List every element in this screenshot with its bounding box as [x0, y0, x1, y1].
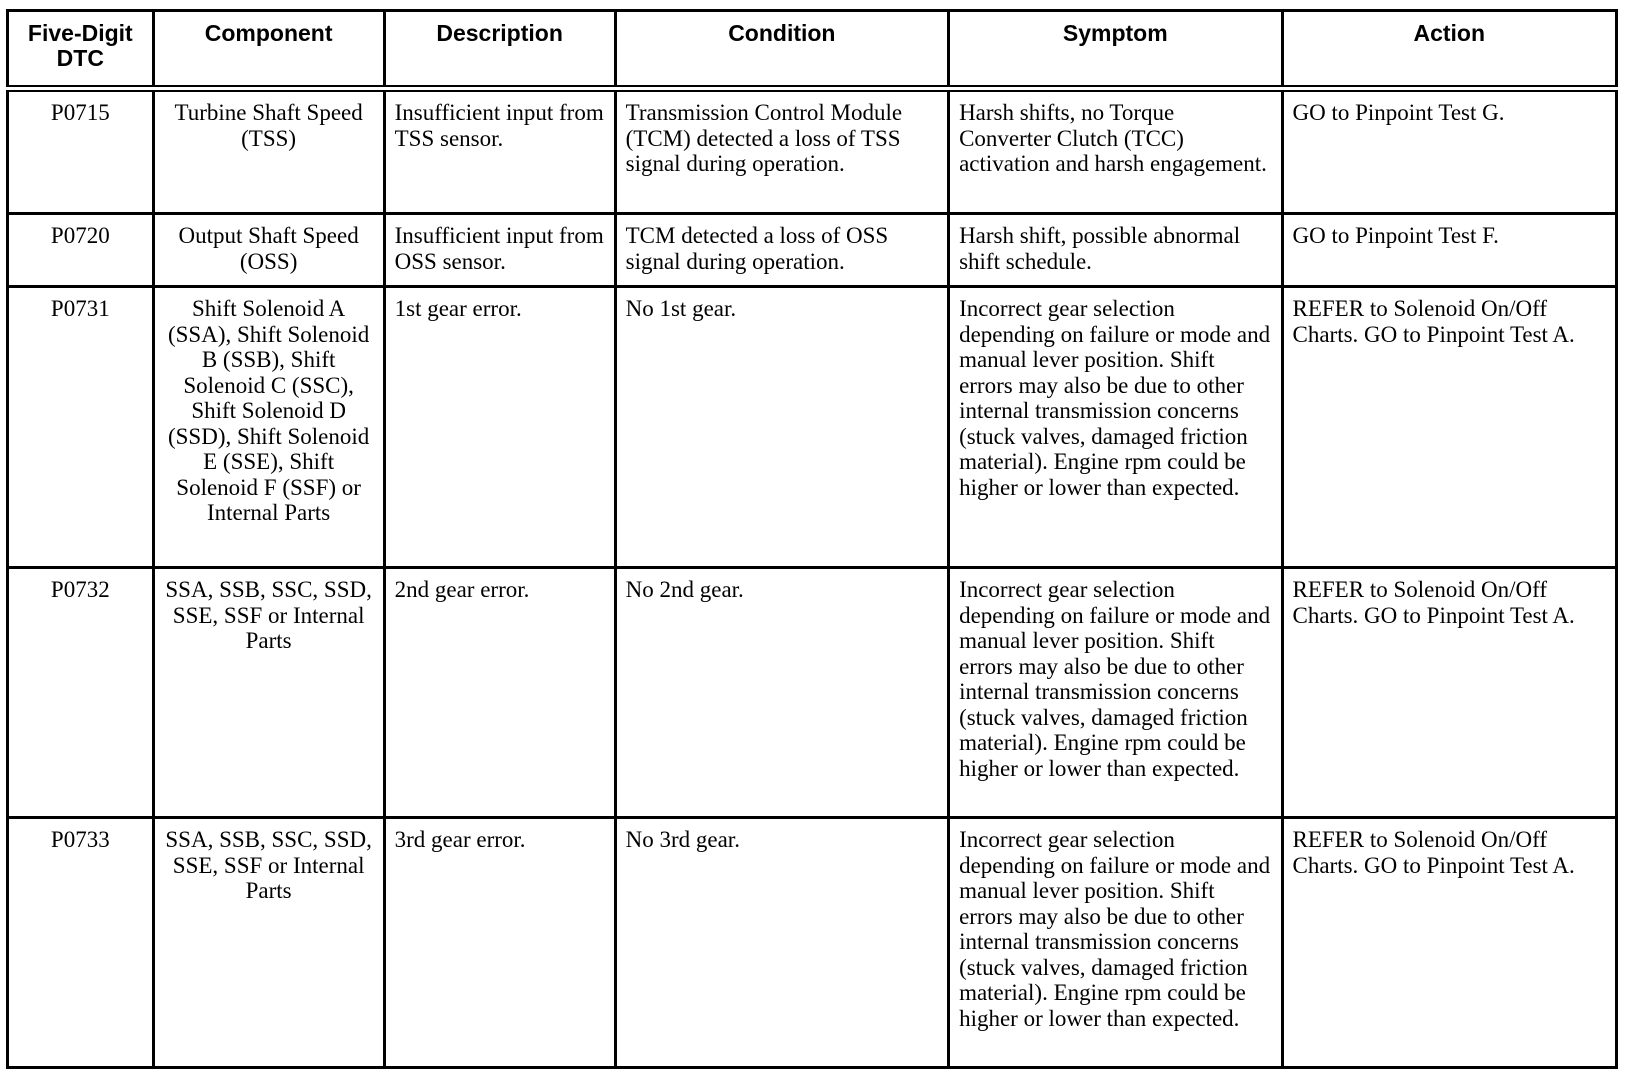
action-cell: REFER to Solenoid On/Off Charts. GO to Pinpoint Test A. — [1282, 818, 1617, 1068]
header-row — [8, 11, 1617, 89]
dtc-cell: P0720 — [8, 214, 154, 287]
header-description: Description — [384, 11, 615, 89]
component-cell: SSA, SSB, SSC, SSD, SSE, SSF or Internal Parts — [153, 568, 384, 818]
symptom-cell: Harsh shifts, no Torque Converter Clutch (TCC) activation and harsh engagement. — [949, 89, 1282, 214]
table-body — [8, 89, 1617, 1068]
symptom-cell: Incorrect gear selection depending on failure or mode and manual lever position. Shift errors may also be due to other internal transmission concerns (stuck valves, damaged friction material). Engine rpm could be higher or lower than expected. — [949, 818, 1282, 1068]
description-cell: 1st gear error. — [384, 287, 615, 568]
table-row — [8, 568, 1617, 818]
table-row — [8, 818, 1617, 1068]
condition-cell: No 1st gear. — [615, 287, 948, 568]
condition-cell: No 2nd gear. — [615, 568, 948, 818]
condition-cell: Transmission Control Module (TCM) detected a loss of TSS signal during operation. — [615, 89, 948, 214]
symptom-cell: Harsh shift, possible abnormal shift schedule. — [949, 214, 1282, 287]
dtc-cell: P0731 — [8, 287, 154, 568]
action-cell: REFER to Solenoid On/Off Charts. GO to Pinpoint Test A. — [1282, 568, 1617, 818]
header-symptom: Symptom — [949, 11, 1282, 89]
description-cell: 2nd gear error. — [384, 568, 615, 818]
component-cell: SSA, SSB, SSC, SSD, SSE, SSF or Internal Parts — [153, 818, 384, 1068]
header-component: Component — [153, 11, 384, 89]
header-dtc — [8, 11, 154, 89]
table-row — [8, 214, 1617, 287]
table-header — [8, 11, 1617, 89]
dtc-cell: P0715 — [8, 89, 154, 214]
description-cell: Insufficient input from TSS sensor. — [384, 89, 615, 214]
dtc-table — [6, 9, 1618, 1069]
condition-cell: No 3rd gear. — [615, 818, 948, 1068]
action-cell: GO to Pinpoint Test F. — [1282, 214, 1617, 287]
header-condition: Condition — [615, 11, 948, 89]
component-cell: Shift Solenoid A (SSA), Shift Solenoid B (SSB), Shift Solenoid C (SSC), Shift Solenoid D (SSD), Shift Solenoid E (SSE), Shift Solenoid F (SSF) or Internal Parts — [153, 287, 384, 568]
description-cell: Insufficient input from OSS sensor. — [384, 214, 615, 287]
component-cell: Output Shaft Speed (OSS) — [153, 214, 384, 287]
dtc-cell: P0732 — [8, 568, 154, 818]
component-cell: Turbine Shaft Speed (TSS) — [153, 89, 384, 214]
header-dtc-line1: Five-Digit — [27, 20, 133, 46]
condition-cell: TCM detected a loss of OSS signal during operation. — [615, 214, 948, 287]
action-cell: REFER to Solenoid On/Off Charts. GO to Pinpoint Test A. — [1282, 287, 1617, 568]
table-row — [8, 287, 1617, 568]
symptom-cell: Incorrect gear selection depending on failure or mode and manual lever position. Shift errors may also be due to other internal transmission concerns (stuck valves, damaged friction material). Engine rpm could be higher or lower than expected. — [949, 287, 1282, 568]
dtc-cell: P0733 — [8, 818, 154, 1068]
table-row — [8, 89, 1617, 214]
symptom-cell: Incorrect gear selection depending on failure or mode and manual lever position. Shift errors may also be due to other internal transmission concerns (stuck valves, damaged friction material). Engine rpm could be higher or lower than expected. — [949, 568, 1282, 818]
action-cell: GO to Pinpoint Test G. — [1282, 89, 1617, 214]
header-action: Action — [1282, 11, 1617, 89]
description-cell: 3rd gear error. — [384, 818, 615, 1068]
header-dtc-line2: DTC — [56, 45, 104, 71]
